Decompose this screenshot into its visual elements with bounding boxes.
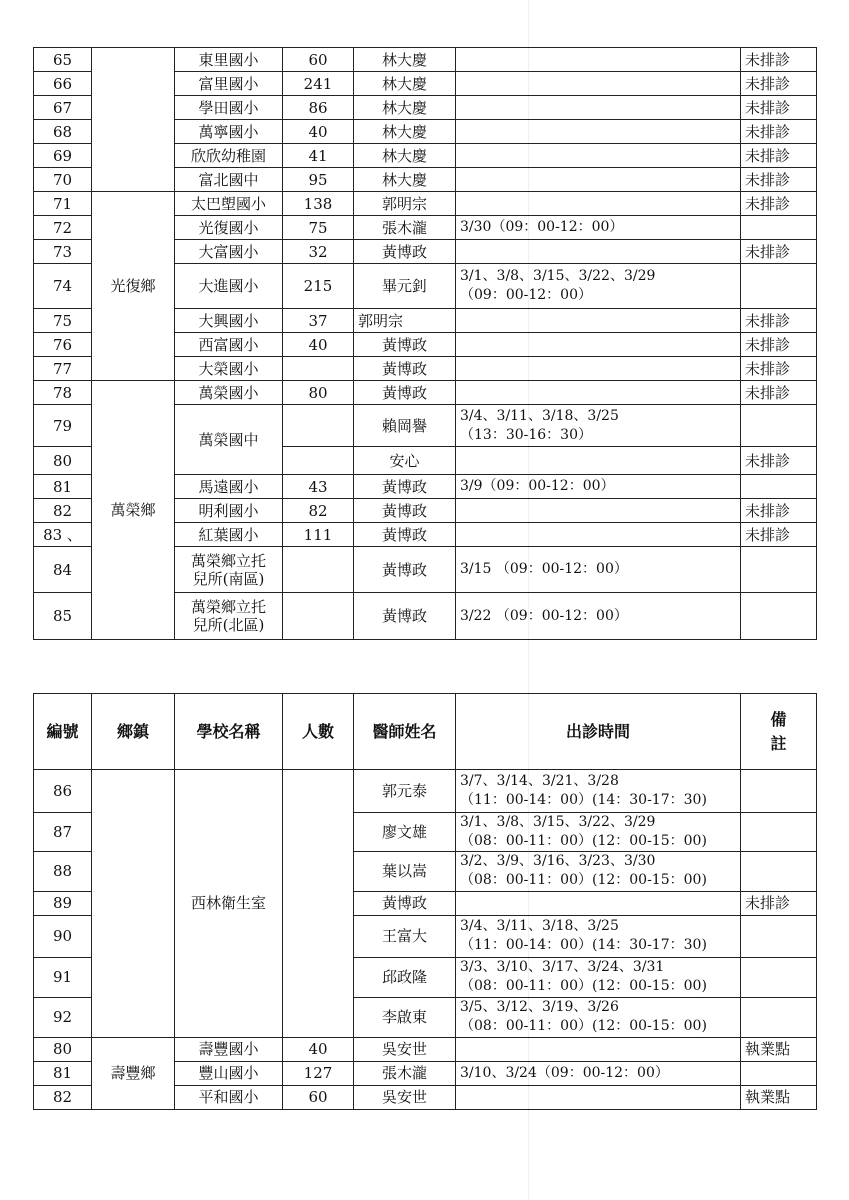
cell-doctor: 林大慶 — [354, 120, 456, 144]
cell-time — [456, 120, 741, 144]
cell-count: 95 — [283, 168, 354, 192]
cell-note — [741, 547, 817, 593]
cell-no: 79 — [34, 405, 92, 447]
cell-note: 未排診 — [741, 523, 817, 547]
cell-count — [283, 593, 354, 640]
cell-note — [741, 1061, 817, 1085]
header-count: 人數 — [283, 694, 354, 770]
cell-school: 富里國小 — [175, 72, 283, 96]
cell-doctor: 林大慶 — [354, 168, 456, 192]
cell-count — [283, 405, 354, 447]
cell-count: 138 — [283, 192, 354, 216]
cell-no: 91 — [34, 957, 92, 997]
cell-doctor: 黃博政 — [354, 593, 456, 640]
cell-doctor: 邱政隆 — [354, 957, 456, 997]
cell-no: 81 — [34, 475, 92, 499]
cell-doctor: 黃博政 — [354, 547, 456, 593]
cell-time: 3/4、3/11、3/18、3/25 （13：30-16：30） — [456, 405, 741, 447]
cell-count — [283, 357, 354, 381]
cell-time: 3/5、3/12、3/19、3/26 （08：00-11：00）(12：00-15：00) — [456, 997, 741, 1037]
cell-no: 80 — [34, 447, 92, 475]
cell-no: 73 — [34, 240, 92, 264]
cell-count: 80 — [283, 381, 354, 405]
table-header-row — [34, 694, 817, 770]
cell-doctor: 安心 — [354, 447, 456, 475]
table-row — [34, 770, 817, 813]
cell-doctor: 葉以嵩 — [354, 851, 456, 891]
cell-doctor: 郭明宗 — [354, 192, 456, 216]
cell-town — [92, 48, 175, 192]
cell-count: 75 — [283, 216, 354, 240]
cell-note: 未排診 — [741, 144, 817, 168]
cell-school: 明利國小 — [175, 499, 283, 523]
cell-time: 3/7、3/14、3/21、3/28 （11：00-14：00）(14：30-17：30) — [456, 770, 741, 813]
cell-note: 未排診 — [741, 381, 817, 405]
cell-school: 西林衛生室 — [175, 770, 283, 1038]
cell-no: 66 — [34, 72, 92, 96]
cell-count — [283, 547, 354, 593]
cell-no: 81 — [34, 1061, 92, 1085]
header-note: 備 註 — [741, 694, 817, 770]
cell-count: 111 — [283, 523, 354, 547]
cell-time — [456, 48, 741, 72]
table-row — [34, 48, 817, 72]
cell-doctor: 林大慶 — [354, 96, 456, 120]
cell-school: 豐山國小 — [175, 1061, 283, 1085]
cell-note: 未排診 — [741, 499, 817, 523]
cell-doctor: 畢元釗 — [354, 264, 456, 309]
cell-count: 241 — [283, 72, 354, 96]
cell-time: 3/1、3/8、3/15、3/22、3/29 （08：00-11：00）(12：00-15：00) — [456, 813, 741, 852]
cell-count: 41 — [283, 144, 354, 168]
cell-time — [456, 240, 741, 264]
cell-time — [456, 1037, 741, 1061]
cell-doctor: 王富大 — [354, 915, 456, 957]
cell-no: 77 — [34, 357, 92, 381]
cell-time — [456, 72, 741, 96]
cell-school: 壽豐國小 — [175, 1037, 283, 1061]
cell-count: 60 — [283, 48, 354, 72]
cell-count: 32 — [283, 240, 354, 264]
cell-school: 萬寧國小 — [175, 120, 283, 144]
cell-no: 80 — [34, 1037, 92, 1061]
cell-doctor: 張木瀧 — [354, 1061, 456, 1085]
cell-no: 75 — [34, 309, 92, 333]
cell-note: 未排診 — [741, 96, 817, 120]
cell-doctor: 吳安世 — [354, 1085, 456, 1109]
cell-doctor: 黃博政 — [354, 499, 456, 523]
cell-school: 萬榮鄉立托 兒所(北區) — [175, 593, 283, 640]
cell-note: 未排診 — [741, 192, 817, 216]
cell-note: 執業點 — [741, 1037, 817, 1061]
cell-doctor: 廖文雄 — [354, 813, 456, 852]
cell-no: 90 — [34, 915, 92, 957]
cell-time: 3/2、3/9、3/16、3/23、3/30 （08：00-11：00）(12：00-15：00) — [456, 851, 741, 891]
header-doctor: 醫師姓名 — [354, 694, 456, 770]
cell-time — [456, 499, 741, 523]
cell-doctor: 郭明宗 — [354, 309, 456, 333]
cell-no: 65 — [34, 48, 92, 72]
cell-note — [741, 475, 817, 499]
cell-doctor: 黃博政 — [354, 523, 456, 547]
cell-school: 東里國小 — [175, 48, 283, 72]
cell-no: 89 — [34, 891, 92, 915]
cell-note: 未排診 — [741, 240, 817, 264]
cell-time — [456, 357, 741, 381]
cell-school: 欣欣幼稚園 — [175, 144, 283, 168]
table-row — [34, 192, 817, 216]
cell-note — [741, 997, 817, 1037]
cell-time — [456, 96, 741, 120]
cell-no: 78 — [34, 381, 92, 405]
cell-no: 84 — [34, 547, 92, 593]
cell-time — [456, 333, 741, 357]
cell-doctor: 林大慶 — [354, 48, 456, 72]
cell-note: 未排診 — [741, 168, 817, 192]
cell-note: 未排診 — [741, 891, 817, 915]
cell-note — [741, 264, 817, 309]
cell-school: 平和國小 — [175, 1085, 283, 1109]
cell-town: 光復鄉 — [92, 192, 175, 381]
schedule-table-top — [33, 47, 817, 640]
cell-school: 萬榮國中 — [175, 405, 283, 475]
cell-count: 37 — [283, 309, 354, 333]
cell-no: 67 — [34, 96, 92, 120]
cell-count: 60 — [283, 1085, 354, 1109]
cell-no: 71 — [34, 192, 92, 216]
cell-count — [283, 447, 354, 475]
cell-note: 未排診 — [741, 120, 817, 144]
cell-school: 馬遠國小 — [175, 475, 283, 499]
cell-count: 40 — [283, 1037, 354, 1061]
cell-note: 未排診 — [741, 333, 817, 357]
cell-school: 大進國小 — [175, 264, 283, 309]
cell-school: 萬榮國小 — [175, 381, 283, 405]
cell-school: 紅葉國小 — [175, 523, 283, 547]
cell-no: 68 — [34, 120, 92, 144]
cell-no: 86 — [34, 770, 92, 813]
cell-doctor: 黃博政 — [354, 891, 456, 915]
cell-time: 3/1、3/8、3/15、3/22、3/29 （09：00-12：00） — [456, 264, 741, 309]
cell-note — [741, 851, 817, 891]
cell-doctor: 黃博政 — [354, 333, 456, 357]
cell-time: 3/30（09：00-12：00） — [456, 216, 741, 240]
cell-time — [456, 891, 741, 915]
cell-note — [741, 915, 817, 957]
cell-time: 3/4、3/11、3/18、3/25 （11：00-14：00）(14：30-17：30) — [456, 915, 741, 957]
cell-town: 壽豐鄉 — [92, 1037, 175, 1109]
cell-time — [456, 523, 741, 547]
cell-school: 萬榮鄉立托 兒所(南區) — [175, 547, 283, 593]
cell-note: 未排診 — [741, 357, 817, 381]
cell-school: 富北國中 — [175, 168, 283, 192]
cell-school: 西富國小 — [175, 333, 283, 357]
cell-school: 大興國小 — [175, 309, 283, 333]
cell-school: 大富國小 — [175, 240, 283, 264]
cell-no: 88 — [34, 851, 92, 891]
cell-doctor: 李啟東 — [354, 997, 456, 1037]
table-row — [34, 381, 817, 405]
schedule-table-bottom — [33, 693, 817, 1110]
cell-town — [92, 770, 175, 1038]
cell-note — [741, 593, 817, 640]
header-time: 出診時間 — [456, 694, 741, 770]
cell-note: 未排診 — [741, 447, 817, 475]
cell-time: 3/15 （09：00-12：00） — [456, 547, 741, 593]
cell-no: 74 — [34, 264, 92, 309]
cell-no: 87 — [34, 813, 92, 852]
cell-doctor: 林大慶 — [354, 144, 456, 168]
cell-no: 92 — [34, 997, 92, 1037]
cell-time — [456, 144, 741, 168]
cell-school: 大榮國小 — [175, 357, 283, 381]
cell-doctor: 黃博政 — [354, 240, 456, 264]
cell-note — [741, 405, 817, 447]
cell-no: 69 — [34, 144, 92, 168]
schedule-table-top-body — [34, 48, 817, 640]
cell-time — [456, 192, 741, 216]
cell-count — [283, 770, 354, 1038]
cell-count: 215 — [283, 264, 354, 309]
cell-time — [456, 1085, 741, 1109]
cell-doctor: 吳安世 — [354, 1037, 456, 1061]
cell-note: 執業點 — [741, 1085, 817, 1109]
cell-no: 76 — [34, 333, 92, 357]
cell-time — [456, 381, 741, 405]
cell-note: 未排診 — [741, 72, 817, 96]
cell-time: 3/3、3/10、3/17、3/24、3/31 （08：00-11：00）(12：00-15：00) — [456, 957, 741, 997]
cell-time — [456, 168, 741, 192]
cell-note: 未排診 — [741, 309, 817, 333]
cell-count: 82 — [283, 499, 354, 523]
cell-note: 未排診 — [741, 48, 817, 72]
cell-doctor: 郭元泰 — [354, 770, 456, 813]
cell-time — [456, 447, 741, 475]
cell-no: 82 — [34, 499, 92, 523]
cell-no: 70 — [34, 168, 92, 192]
cell-time: 3/22 （09：00-12：00） — [456, 593, 741, 640]
header-school: 學校名稱 — [175, 694, 283, 770]
cell-doctor: 黃博政 — [354, 381, 456, 405]
cell-note — [741, 813, 817, 852]
cell-note — [741, 216, 817, 240]
cell-doctor: 賴岡譽 — [354, 405, 456, 447]
cell-doctor: 林大慶 — [354, 72, 456, 96]
cell-count: 43 — [283, 475, 354, 499]
header-no: 編號 — [34, 694, 92, 770]
cell-doctor: 黃博政 — [354, 357, 456, 381]
cell-note — [741, 957, 817, 997]
cell-doctor: 張木瀧 — [354, 216, 456, 240]
cell-town: 萬榮鄉 — [92, 381, 175, 640]
cell-no: 83 、 — [34, 523, 92, 547]
cell-no: 85 — [34, 593, 92, 640]
cell-count: 40 — [283, 333, 354, 357]
cell-doctor: 黃博政 — [354, 475, 456, 499]
cell-no: 72 — [34, 216, 92, 240]
header-town: 鄉鎮 — [92, 694, 175, 770]
cell-count: 40 — [283, 120, 354, 144]
cell-count: 86 — [283, 96, 354, 120]
cell-note — [741, 770, 817, 813]
cell-time: 3/9（09：00-12：00） — [456, 475, 741, 499]
cell-school: 學田國小 — [175, 96, 283, 120]
table-row — [34, 1037, 817, 1061]
cell-count: 127 — [283, 1061, 354, 1085]
cell-school: 太巴塱國小 — [175, 192, 283, 216]
cell-time: 3/10、3/24（09：00-12：00） — [456, 1061, 741, 1085]
cell-no: 82 — [34, 1085, 92, 1109]
cell-school: 光復國小 — [175, 216, 283, 240]
cell-time — [456, 309, 741, 333]
